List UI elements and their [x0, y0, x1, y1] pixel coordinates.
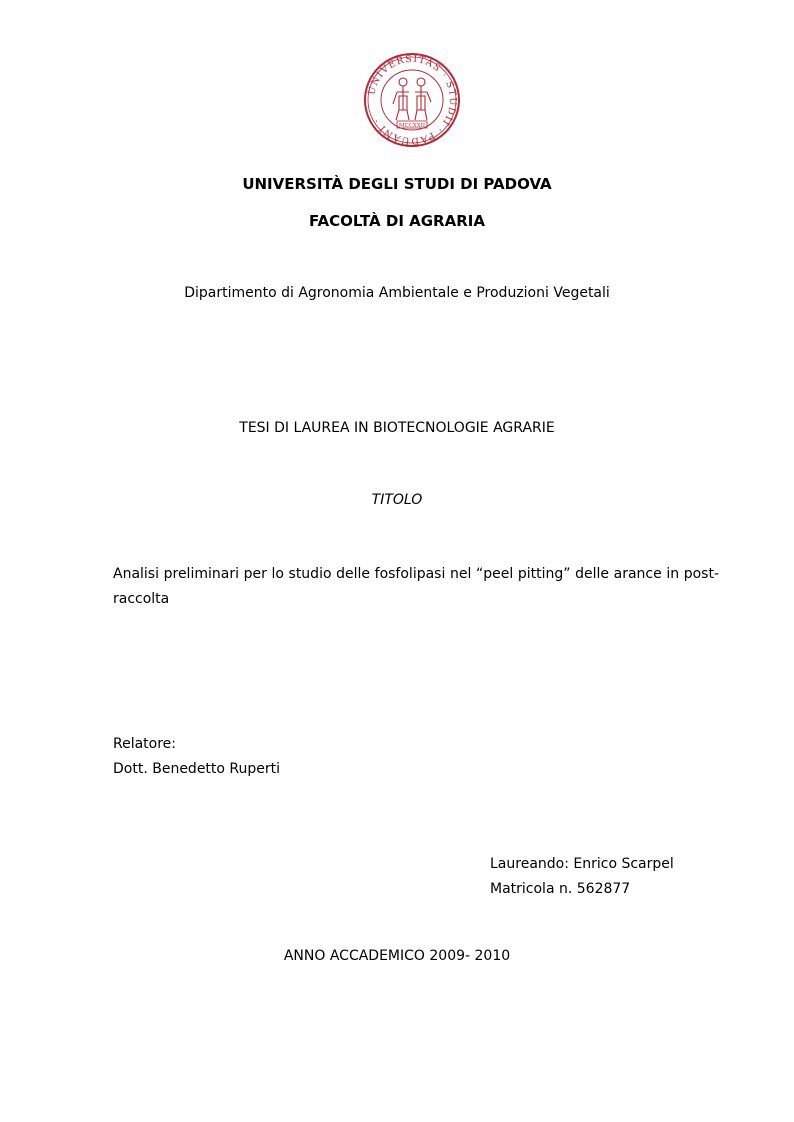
title-label: TITOLO	[371, 492, 423, 508]
candidate-id: Matricola n. 562877	[490, 881, 631, 897]
academic-year: ANNO ACCADEMICO 2009- 2010	[283, 948, 511, 964]
svg-text:UNIVERSITAS · STUDII · PADUANI: UNIVERSITAS · STUDII · PADUANI ·	[366, 53, 459, 147]
supervisor-name: Dott. Benedetto Ruperti	[113, 761, 281, 777]
thesis-type: TESI DI LAUREA IN BIOTECNOLOGIE AGRARIE	[239, 420, 555, 436]
supervisor-block	[113, 732, 280, 782]
supervisor-label: Relatore:	[113, 736, 177, 752]
university-name: UNIVERSITÀ DEGLI STUDI DI PADOVA	[242, 175, 552, 193]
department-name: Dipartimento di Agronomia Ambientale e Produzioni Vegetali	[184, 285, 610, 301]
thesis-title: Analisi preliminari per lo studio delle fosfolipasi nel “peel pitting” delle arance in post-raccolta	[113, 566, 719, 607]
candidate-name: Laureando: Enrico Scarpel	[490, 856, 674, 872]
candidate-block	[490, 852, 674, 902]
faculty-name: FACOLTÀ DI AGRARIA	[309, 212, 485, 230]
seal-year: MCCXXII	[398, 123, 426, 129]
university-seal-logo	[363, 52, 461, 148]
